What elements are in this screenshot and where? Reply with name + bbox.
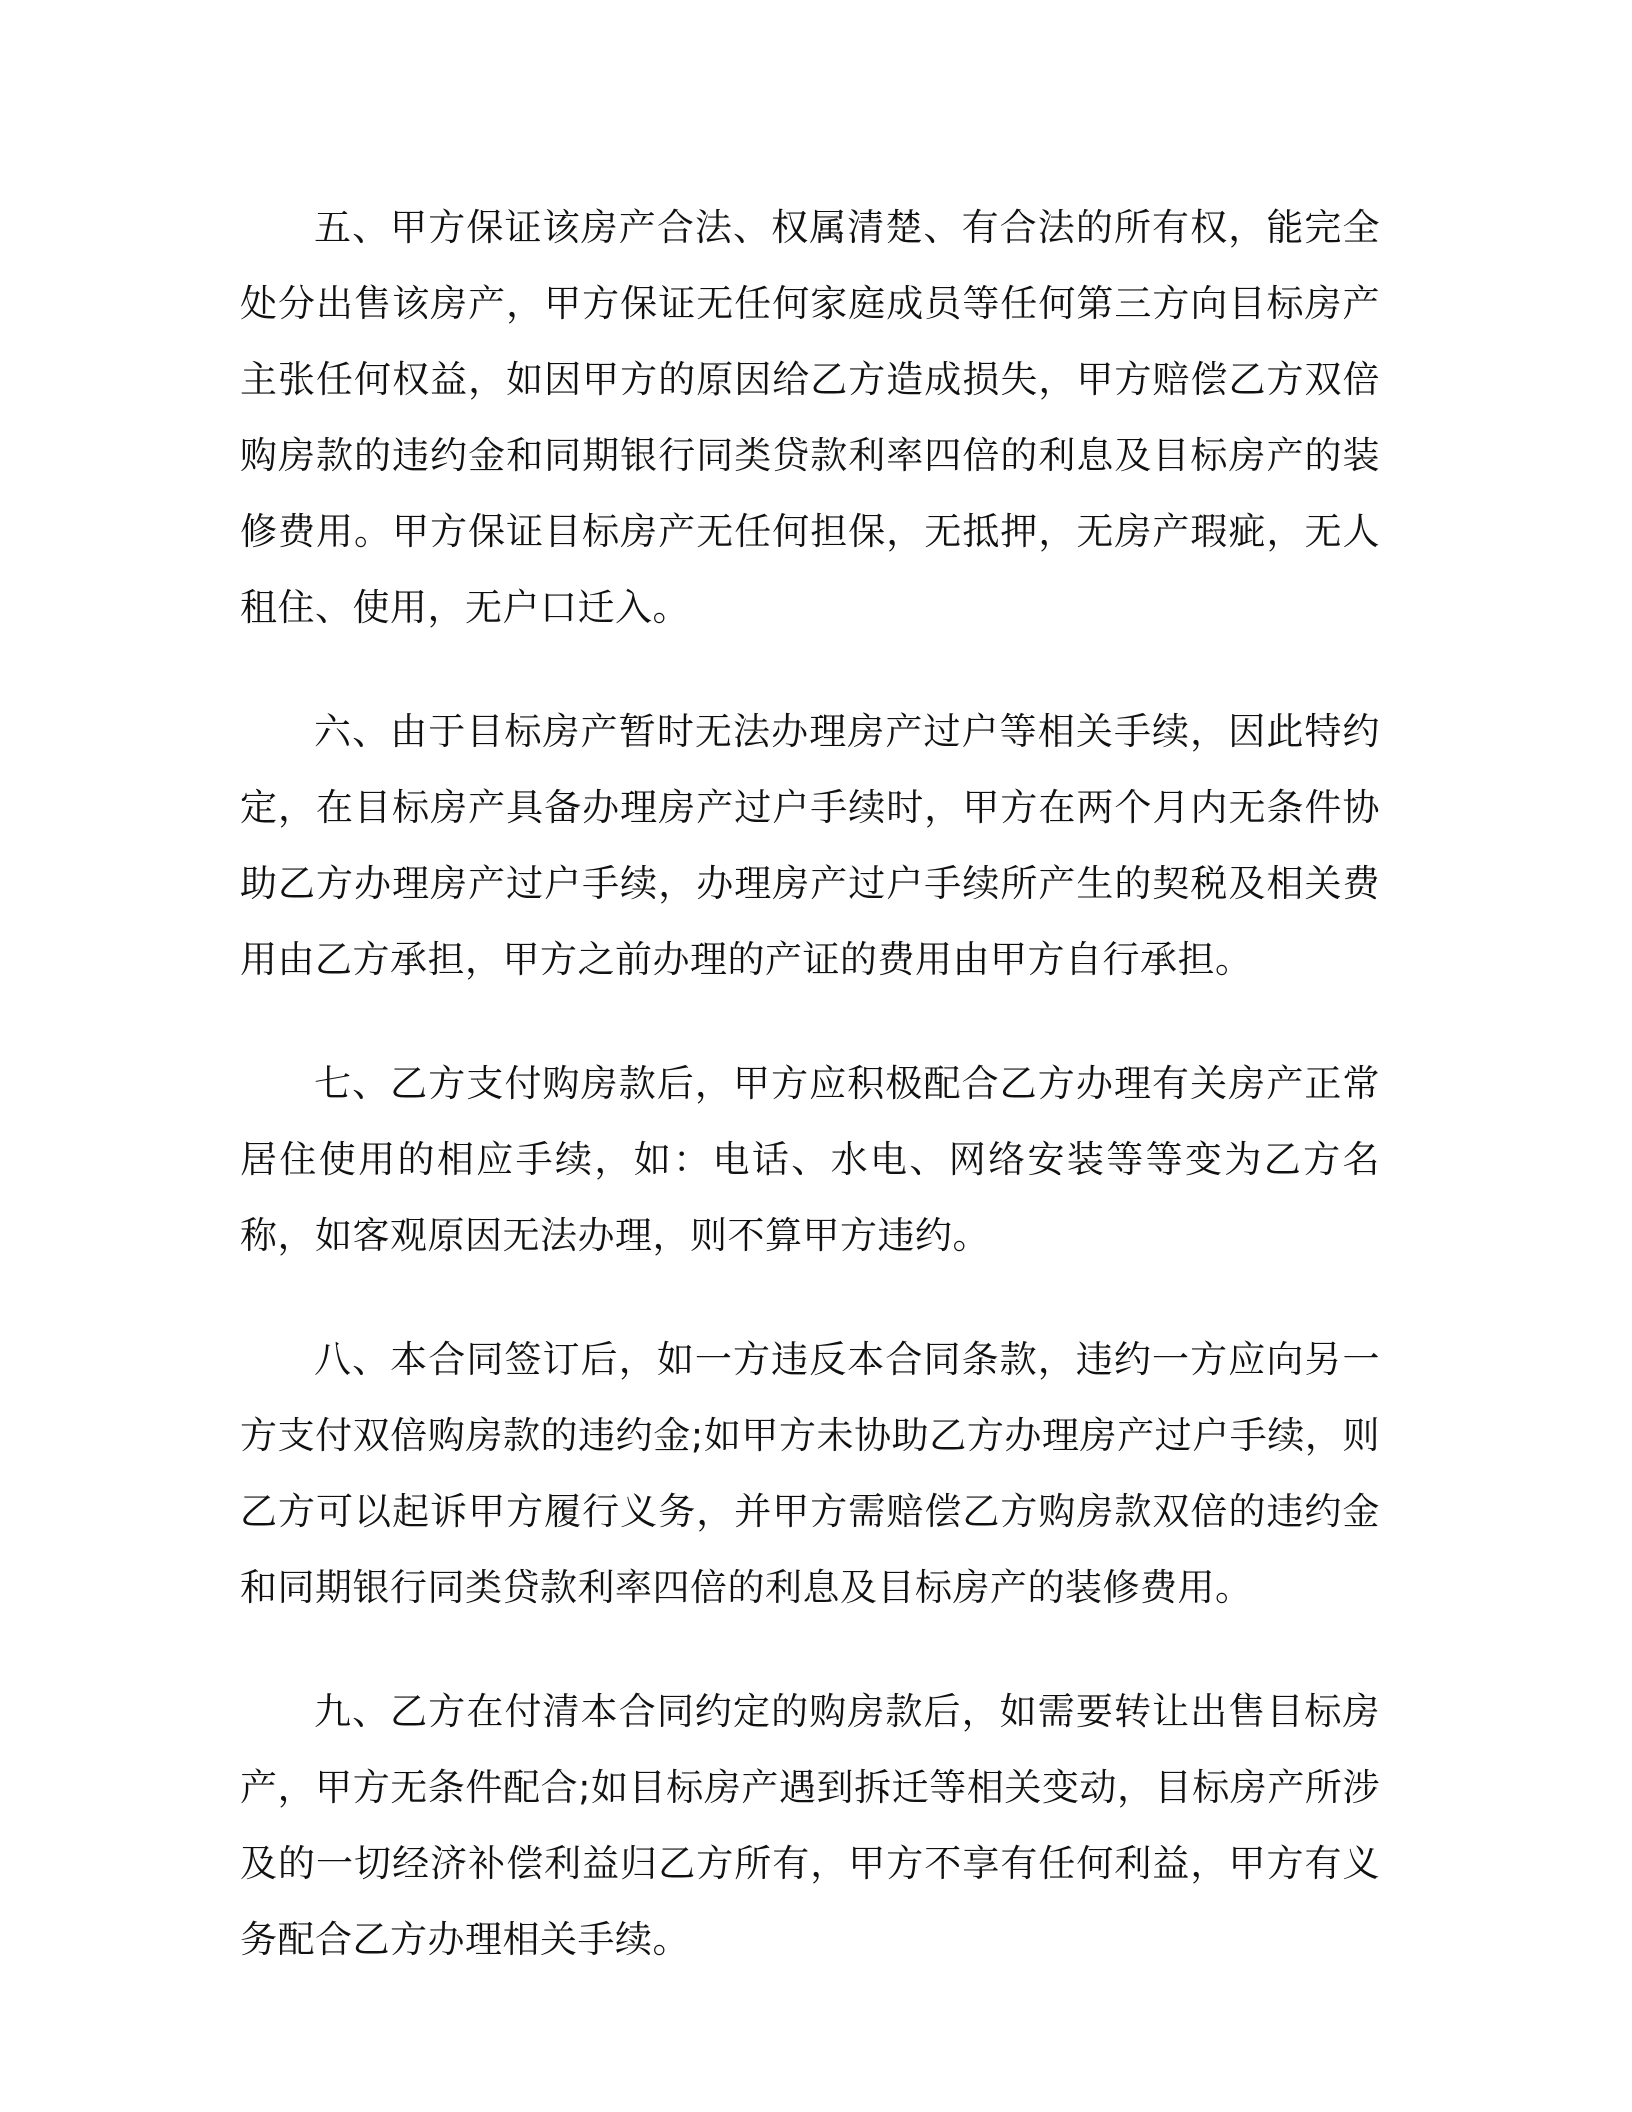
clause-5: 五、甲方保证该房产合法、权属清楚、有合法的所有权，能完全处分出售该房产，甲方保证无任何家庭成员等任何第三方向目标房产主张任何权益，如因甲方的原因给乙方造成损失，甲方赔偿乙方双倍购房款的违约金和同期银行同类贷款利率四倍的利息及目标房产的装修费用。甲方保证目标房产无任何担保，无抵押，无房产瑕疵，无人租住、使用，无户口迁入。 — [240, 206, 1380, 629]
clause-7: 七、乙方支付购房款后，甲方应积极配合乙方办理有关房产正常居住使用的相应手续，如：电话、水电、网络安装等等变为乙方名称，如客观原因无法办理，则不算甲方违约。 — [240, 1062, 1380, 1257]
clause-9: 九、乙方在付清本合同约定的购房款后，如需要转让出售目标房产，甲方无条件配合;如目标房产遇到拆迁等相关变动，目标房产所涉及的一切经济补偿利益归乙方所有，甲方不享有任何利益，甲方有义务配合乙方办理相关手续。 — [240, 1690, 1380, 1961]
clause-6: 六、由于目标房产暂时无法办理房产过户等相关手续，因此特约定，在目标房产具备办理房产过户手续时，甲方在两个月内无条件协助乙方办理房产过户手续，办理房产过户手续所产生的契税及相关费用由乙方承担，甲方之前办理的产证的费用由甲方自行承担。 — [240, 710, 1380, 981]
clause-8: 八、本合同签订后，如一方违反本合同条款，违约一方应向另一方支付双倍购房款的违约金;如甲方未协助乙方办理房产过户手续，则乙方可以起诉甲方履行义务，并甲方需赔偿乙方购房款双倍的违约金和同期银行同类贷款利率四倍的利息及目标房产的装修费用。 — [240, 1338, 1380, 1609]
contract-body — [240, 190, 1380, 1978]
